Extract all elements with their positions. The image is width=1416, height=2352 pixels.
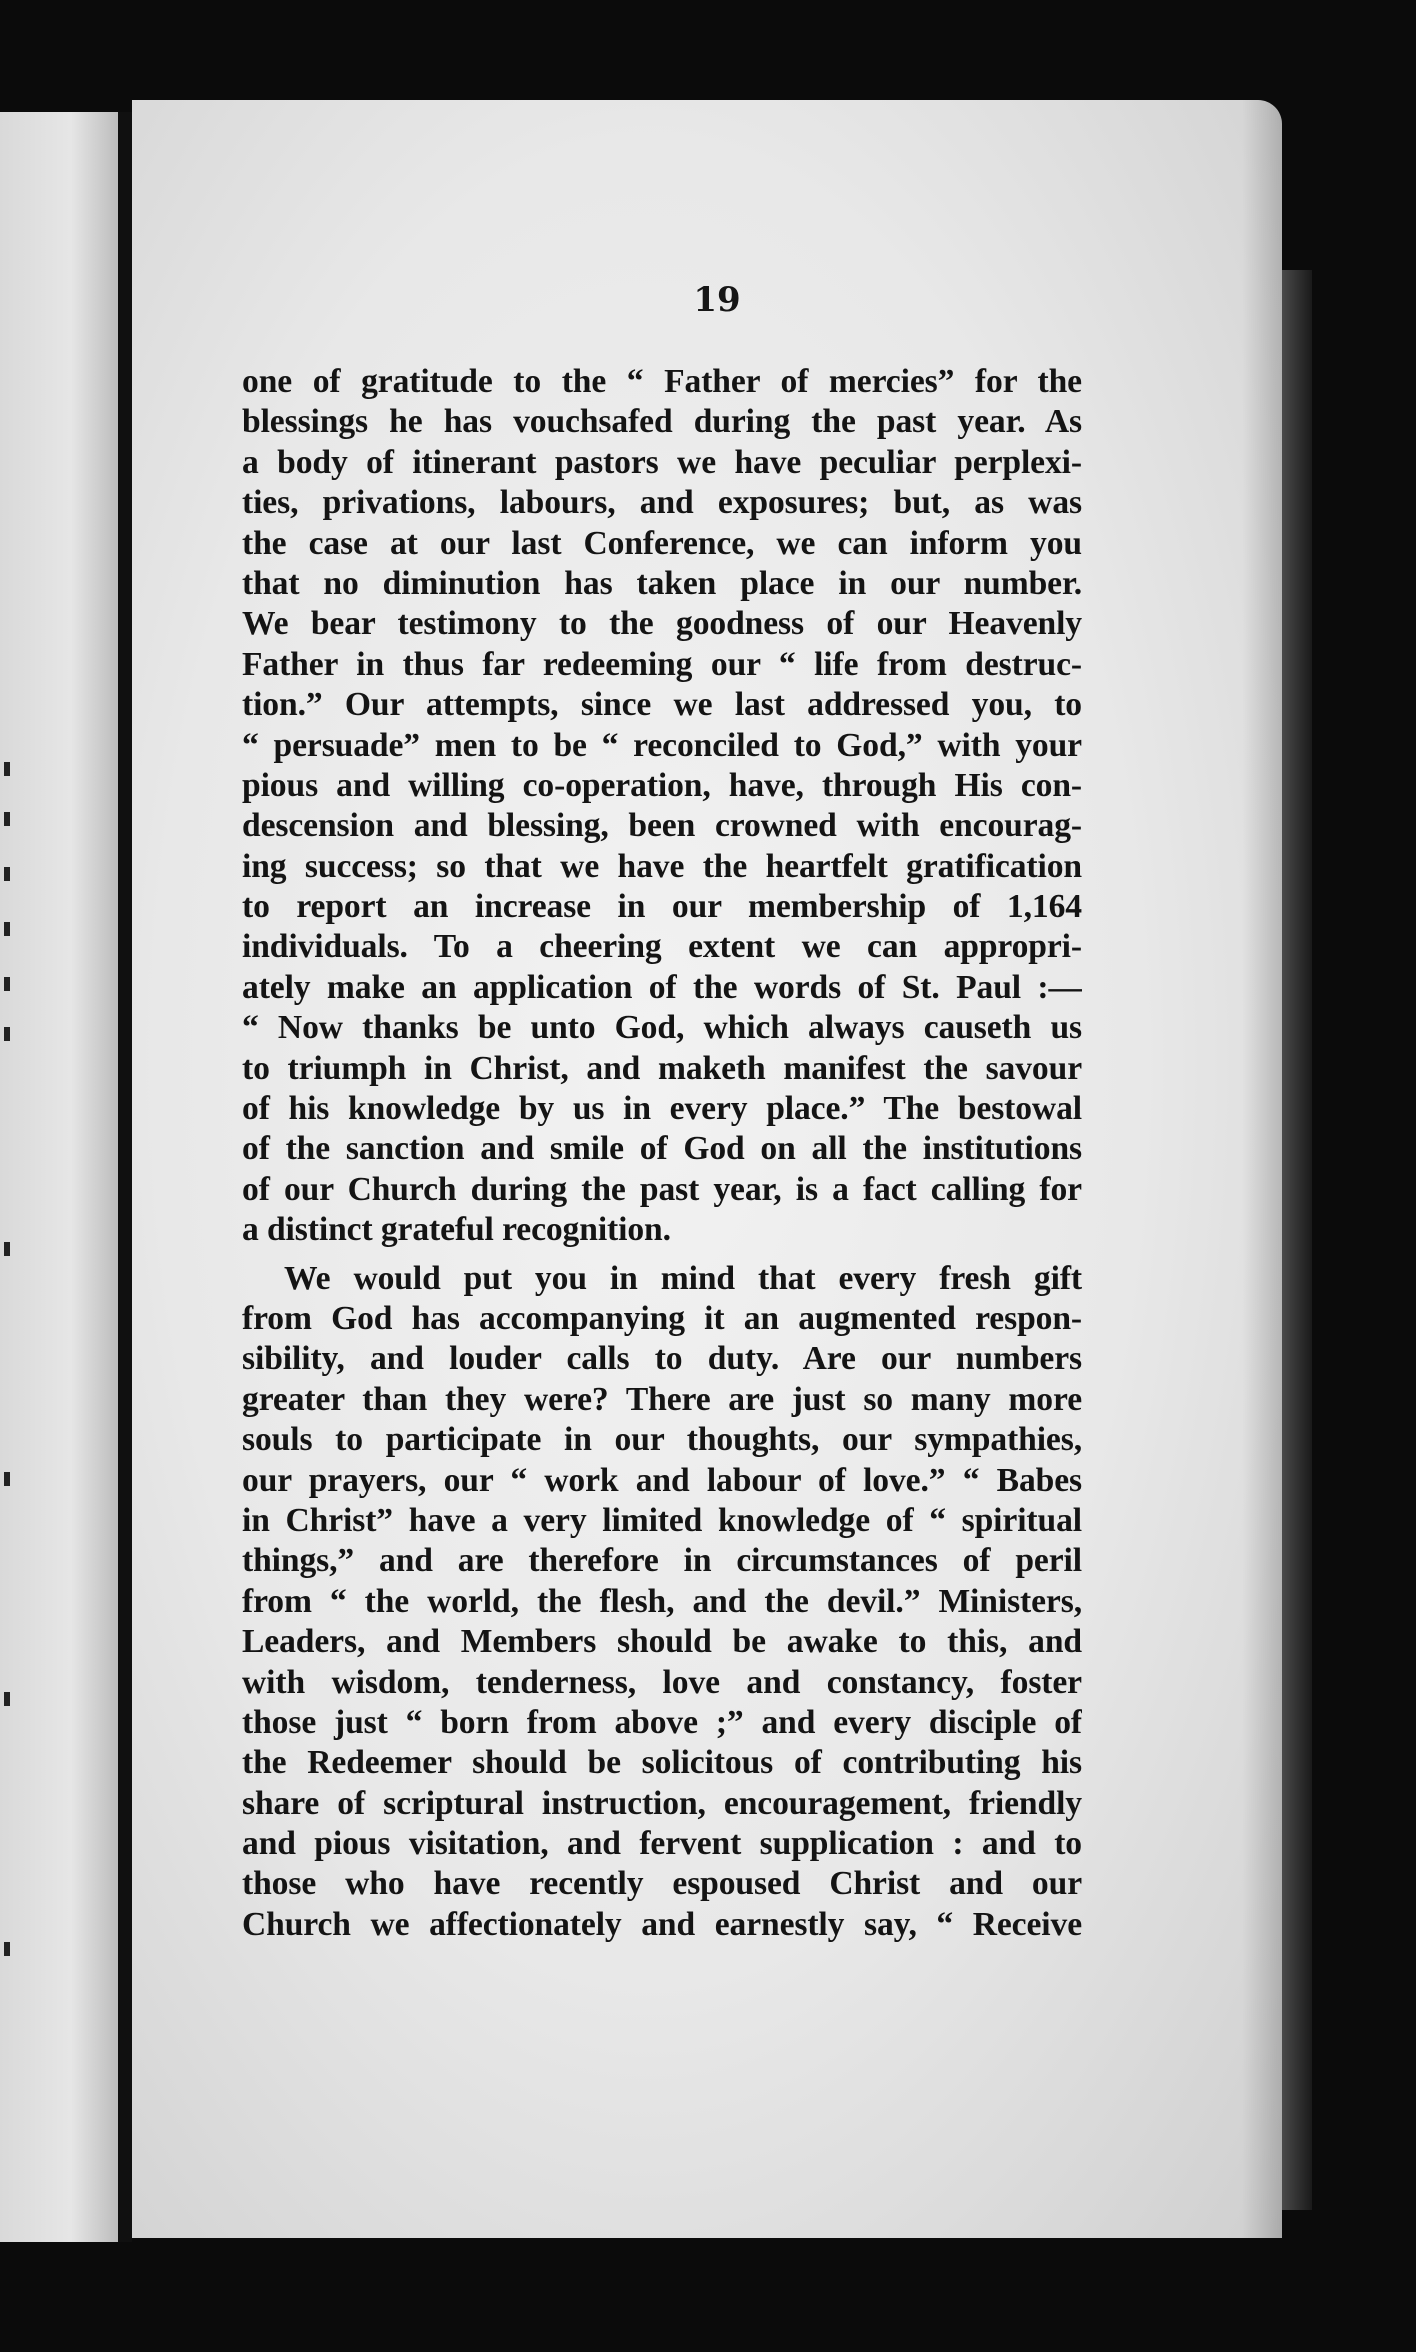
text-line: things,” and are therefore in circumstances of peril	[242, 1542, 1082, 1580]
text-line: tion.” Our attempts, since we last addressed you, to	[242, 686, 1082, 724]
text-line: from “ the world, the flesh, and the devil.” Ministers,	[242, 1582, 1082, 1620]
text-line: the case at our last Conference, we can inform you	[242, 524, 1082, 562]
page-number: 19	[693, 280, 741, 320]
text-line: one of gratitude to the “ Father of mercies” for the	[242, 363, 1082, 400]
text-line: Father in thus far redeeming our “ life from destruc-	[242, 645, 1082, 683]
book-page	[132, 100, 1282, 2238]
text-line: of his knowledge by us in every place.” The bestowal	[242, 1090, 1082, 1128]
text-line: of our Church during the past year, is a fact calling for	[242, 1170, 1082, 1208]
print-mark	[4, 1027, 10, 1041]
text-line: our prayers, our “ work and labour of love.” “ Babes	[242, 1461, 1082, 1499]
facing-page-edge	[0, 112, 118, 2242]
text-line: and pious visitation, and fervent supplication : and to	[242, 1825, 1082, 1863]
text-line: We bear testimony to the goodness of our Heavenly	[242, 605, 1082, 643]
paragraph-1	[242, 362, 1082, 1251]
text-line: pious and willing co-operation, have, through His con-	[242, 766, 1082, 804]
text-line: those just “ born from above ;” and every disciple of	[242, 1703, 1082, 1741]
print-mark	[4, 812, 10, 826]
text-line: sibility, and louder calls to duty. Are our numbers	[242, 1340, 1082, 1378]
print-mark	[4, 867, 10, 881]
text-line: of the sanction and smile of God on all the institutions	[242, 1130, 1082, 1168]
text-line: in Christ” have a very limited knowledge of “ spiritual	[242, 1501, 1082, 1539]
text-line: a body of itinerant pastors we have peculiar perplexi-	[242, 443, 1082, 481]
print-mark	[4, 762, 10, 776]
paragraph-gap	[242, 1251, 1082, 1259]
text-line: greater than they were? There are just so many more	[242, 1380, 1082, 1418]
text-line: ately make an application of the words of St. Paul :—	[242, 968, 1082, 1006]
text-line: to triumph in Christ, and maketh manifest the savour	[242, 1049, 1082, 1087]
text-line: a distinct grateful recognition.	[242, 1211, 671, 1249]
body-text	[242, 362, 1082, 1945]
page-stack-shadow	[1282, 270, 1312, 2210]
book-gutter	[118, 112, 132, 2242]
text-line: to report an increase in our membership of 1,164	[242, 888, 1082, 926]
print-mark	[4, 1942, 10, 1956]
text-line: the Redeemer should be solicitous of contributing his	[242, 1744, 1082, 1782]
page-curl-shadow	[1242, 100, 1282, 2238]
text-line: those who have recently espoused Christ and our	[242, 1865, 1082, 1903]
paragraph-2	[242, 1259, 1082, 1946]
text-line: souls to participate in our thoughts, our sympathies,	[242, 1421, 1082, 1459]
text-line: “ Now thanks be unto God, which always causeth us	[242, 1009, 1082, 1047]
text-line: that no diminution has taken place in our number.	[242, 564, 1082, 602]
text-line: Leaders, and Members should be awake to this, and	[242, 1623, 1082, 1661]
text-line: ing success; so that we have the heartfelt gratification	[242, 847, 1082, 885]
text-line: Church we affectionately and earnestly say, “ Receive	[242, 1905, 1082, 1943]
print-mark	[4, 1242, 10, 1256]
text-line: ties, privations, labours, and exposures; but, as was	[242, 484, 1082, 522]
text-line: “ persuade” men to be “ reconciled to God,” with your	[242, 726, 1082, 764]
print-mark	[4, 1692, 10, 1706]
print-mark	[4, 922, 10, 936]
text-line: blessings he has vouchsafed during the past year. As	[242, 403, 1082, 441]
text-line: descension and blessing, been crowned with encourag-	[242, 807, 1082, 845]
print-mark	[4, 977, 10, 991]
text-line: share of scriptural instruction, encouragement, friendly	[242, 1784, 1082, 1822]
text-line: individuals. To a cheering extent we can appropri-	[242, 928, 1082, 966]
text-line: with wisdom, tenderness, love and constancy, foster	[242, 1663, 1082, 1701]
print-mark	[4, 1472, 10, 1486]
text-line: We would put you in mind that every fresh gift	[284, 1259, 1082, 1297]
text-line: from God has accompanying it an augmented respon-	[242, 1299, 1082, 1337]
